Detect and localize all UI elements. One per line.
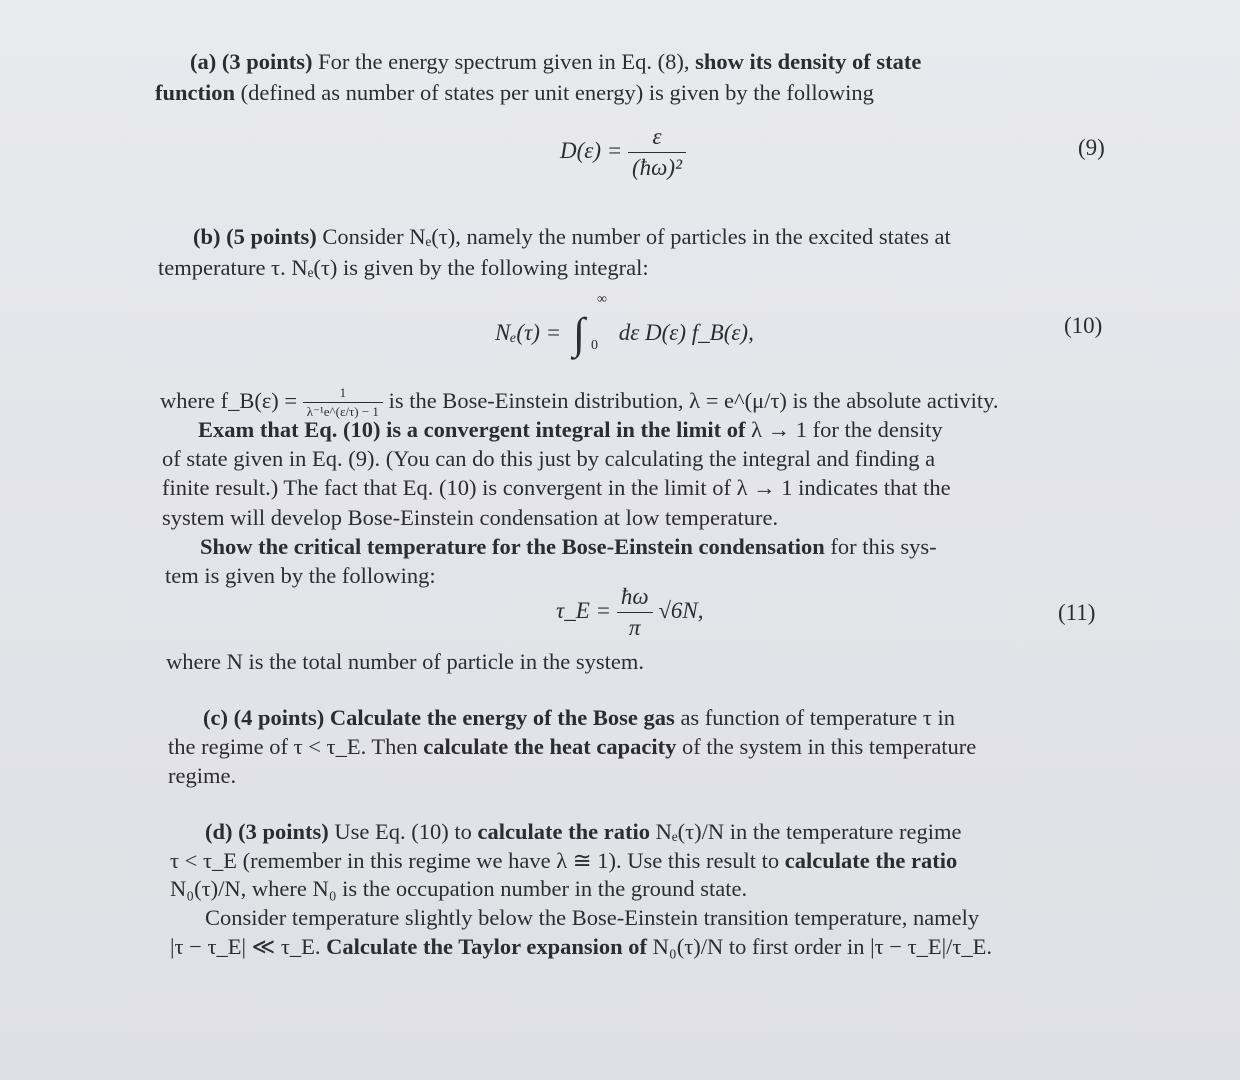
eq9-fraction — [628, 124, 686, 181]
part-c-bold-2: calculate the heat capacity — [423, 734, 677, 759]
eq10-number: (10) — [1064, 313, 1103, 338]
part-a-text-2: (defined as number of states per unit energy) is given by the following — [240, 80, 874, 105]
part-c-line-2 — [168, 732, 976, 761]
eq11-fraction — [617, 584, 653, 641]
part-c-bold-1: Calculate the energy of the Bose gas — [329, 705, 675, 730]
part-d-line-2 — [170, 846, 957, 875]
part-c-text-3: of the system in this temperature — [681, 734, 977, 759]
eq9-denominator: (ħω)² — [628, 152, 686, 181]
part-b-exam-line — [198, 415, 943, 444]
show-bold: Show the critical temperature for the Bose-Einstein condensation — [200, 534, 825, 559]
part-d-bold-3: Calculate the Taylor expansion of — [326, 934, 647, 959]
eq11-rhs: √6N, — [658, 597, 704, 623]
part-d-bold-2: calculate the ratio — [784, 848, 958, 873]
eq10-rhs: dε D(ε) f_B(ε), — [618, 320, 754, 345]
eq11-number: (11) — [1058, 600, 1096, 625]
part-a-bold-2: function — [155, 80, 236, 105]
eq10-lhs: Nₑ(τ) = — [495, 320, 562, 345]
equation-9 — [560, 124, 686, 181]
part-c-line-1 — [203, 703, 955, 732]
exam-bold: Exam that Eq. (10) is a convergent integral in the limit of — [198, 417, 746, 442]
part-b-line-1-text: Consider Nₑ(τ), namely the number of particles in the excited states at — [322, 224, 951, 249]
part-c-text-1: as function of temperature τ in — [680, 705, 956, 730]
show-rest: for this sys- — [830, 534, 937, 559]
part-b-line-g: where N is the total number of particle in the system. — [166, 649, 644, 674]
part-a-line-1 — [190, 47, 921, 76]
eq9-lhs: D(ε) = — [560, 137, 623, 163]
part-a-text-1: For the energy spectrum given in Eq. (8), — [318, 49, 690, 74]
part-d-line-5 — [170, 932, 992, 961]
part-d-text-2: Nₑ(τ)/N in the temperature regime — [655, 819, 962, 844]
eq11-numerator: ħω — [620, 584, 649, 609]
where-numerator: 1 — [339, 385, 347, 401]
part-b-label: (b) (5 points) — [193, 224, 317, 249]
eq11-denominator: π — [617, 612, 653, 641]
part-d-line-2-text: τ < τ_E (remember in this regime we have λ ≅ 1). Use this result to — [170, 848, 780, 873]
part-b-line-f: tem is given by the following: — [165, 563, 436, 588]
eq10-integral — [567, 292, 613, 358]
part-d-line-3: N₀(τ)/N, where N₀ is the occupation number in the ground state. — [170, 876, 748, 901]
part-c-line-3: regime. — [168, 763, 237, 788]
part-b-line-e: system will develop Bose-Einstein condensation at low temperature. — [162, 505, 779, 530]
eq9-number: (9) — [1078, 135, 1105, 160]
part-b-line-2: temperature τ. Nₑ(τ) is given by the following integral: — [158, 255, 649, 280]
part-d-line-1 — [205, 817, 962, 846]
part-c-label: (c) (4 points) — [203, 705, 325, 730]
part-a-line-2 — [155, 78, 874, 107]
where-text-2: is the Bose-Einstein distribution, λ = e^(μ/τ) is the absolute activity. — [388, 388, 999, 413]
part-a-label: (a) (3 points) — [190, 49, 313, 74]
part-b-line-d: finite result.) The fact that Eq. (10) is convergent in the limit of λ → 1 indicates that the — [162, 475, 951, 500]
part-a-bold-1: show its density of state — [695, 49, 922, 74]
part-d-line-4: Consider temperature slightly below the Bose-Einstein transition temperature, namely — [205, 905, 980, 930]
part-d-text-1: Use Eq. (10) to — [334, 819, 472, 844]
part-b-line-c: of state given in Eq. (9). (You can do this just by calculating the integral and finding a — [162, 446, 936, 471]
eq10-lower-limit: 0 — [590, 338, 598, 353]
eq11-lhs: τ_E = — [556, 597, 612, 623]
part-c-text-2: the regime of τ < τ_E. Then — [168, 734, 418, 759]
part-d-line-5a: |τ − τ_E| ≪ τ_E. — [170, 934, 321, 959]
part-d-label: (d) (3 points) — [205, 819, 329, 844]
part-b-show-line — [200, 532, 937, 561]
equation-10 — [495, 292, 754, 358]
eq9-numerator: ε — [652, 124, 662, 149]
eq10-upper-limit: ∞ — [596, 292, 607, 307]
where-text-1: where f_B(ε) = — [160, 388, 298, 413]
part-d-line-5b: N₀(τ)/N to first order in |τ − τ_E|/τ_E. — [652, 934, 993, 959]
eq10-integral-sign: ∫ — [572, 309, 586, 358]
equation-11 — [556, 584, 704, 641]
part-d-bold-1: calculate the ratio — [477, 819, 650, 844]
where-denominator: λ⁻¹e^(ε/τ) − 1 — [303, 402, 383, 419]
exam-rest: λ → 1 for the density — [751, 417, 943, 442]
part-b-line-1 — [193, 222, 951, 251]
